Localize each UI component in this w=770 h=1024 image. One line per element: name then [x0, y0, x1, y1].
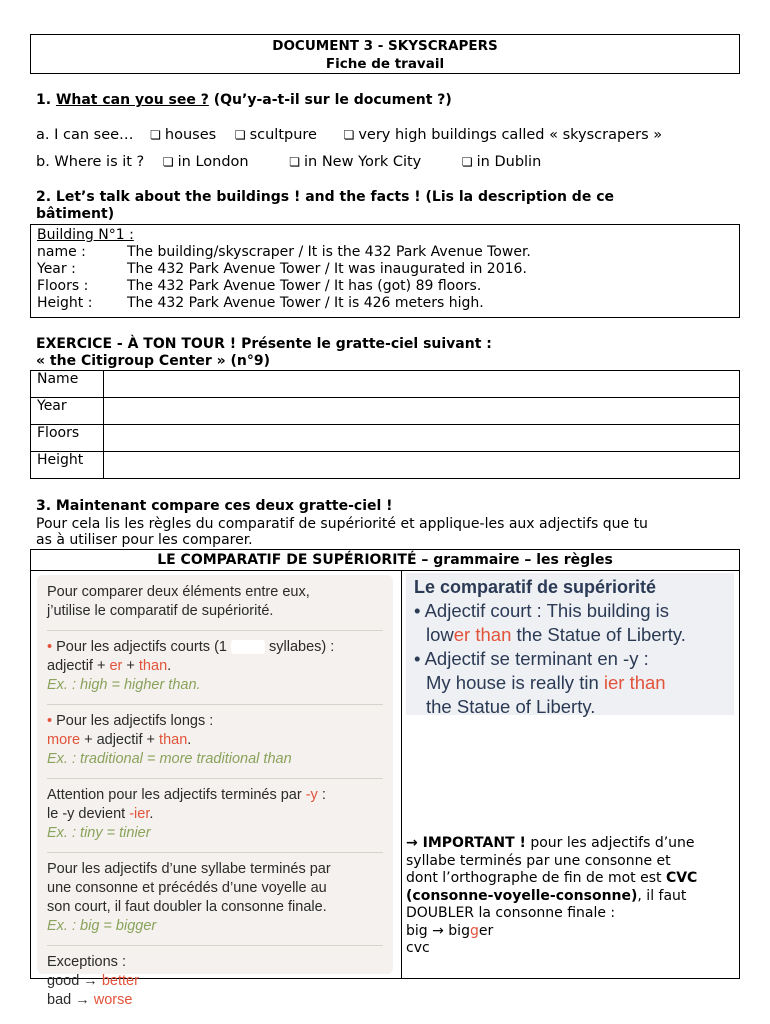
table-row: Year: [31, 398, 740, 425]
checkbox-icon[interactable]: ❏: [461, 155, 473, 169]
exceptions: Exceptions : good → better bad → worse: [47, 954, 139, 1008]
doc-title: DOCUMENT 3 - SKYSCRAPERS: [272, 38, 498, 54]
building-title: Building N°1 :: [37, 227, 134, 243]
intro: Pour comparer deux éléments entre eux, j’utilise le comparatif de supériorité.: [47, 584, 310, 619]
grammar-left-cell: [31, 571, 402, 1008]
checkbox-icon[interactable]: ❏: [234, 128, 246, 142]
q1-b-line: b. Where is it ? ❏ in London ❏ in New York City ❏ in Dublin: [36, 154, 542, 170]
option-new-york[interactable]: ❏ in New York City: [289, 154, 422, 170]
fact-row: name : The building/skyscraper / It is the 432 Park Avenue Tower.: [37, 244, 531, 260]
fact-row: Floors : The 432 Park Avenue Tower / It has (got) 89 floors.: [37, 278, 482, 294]
fact-row: Year : The 432 Park Avenue Tower / It was inaugurated in 2016.: [37, 261, 527, 277]
option-houses[interactable]: ❏ houses: [150, 127, 217, 143]
building-1-box: [30, 224, 740, 318]
option-skyscrapers[interactable]: ❏ very high buildings called « skyscrapers »: [343, 127, 663, 143]
long-adjectives-rule: • Pour les adjectifs longs : more + adjectif + than. Ex. : traditional = more traditional than: [47, 713, 292, 767]
cvc-rule: Pour les adjectifs d’une syllabe terminés par une consonne et précédés d’une voyelle au son court, il faut doubler la consonne finale. Ex. : big = bigger: [47, 861, 331, 934]
title-box: [30, 34, 740, 74]
answer-cell[interactable]: [104, 371, 740, 398]
exercise-table: [30, 370, 740, 479]
fact-row: Height : The 432 Park Avenue Tower / It is 426 meters high.: [37, 295, 484, 311]
y-ending-rule: Attention pour les adjectifs terminés par -y : le -y devient -ier. Ex. : tiny = tinier: [47, 787, 326, 841]
checkbox-icon[interactable]: ❏: [150, 128, 161, 142]
q1-a-line: a. I can see… ❏ houses ❏ scultpure ❏ very high buildings called « skyscrapers »: [36, 127, 663, 143]
grammar-table: [30, 549, 740, 1008]
grammar-header: LE COMPARATIF DE SUPÉRIORITÉ – grammaire – les règles: [31, 550, 739, 571]
rules-card: [37, 575, 393, 1008]
answer-cell[interactable]: [104, 452, 740, 479]
checkbox-icon[interactable]: ❏: [343, 128, 355, 142]
grammar-right-cell: [402, 571, 739, 978]
short-adjectives-rule: • Pour les adjectifs courts (1 syllabes) : adjectif + er + than. Ex. : high = higher than.: [47, 639, 335, 693]
q1-heading: 1. What can you see ? (Qu’y-a-t-il sur le document ?): [36, 92, 452, 108]
table-row: Height: [31, 452, 740, 479]
option-sculpture[interactable]: ❏ scultpure: [234, 127, 317, 143]
exercise-heading: EXERCICE - À TON TOUR ! Présente le gratte-ciel suivant : « the Citigroup Center » (n°9): [36, 336, 492, 369]
answer-cell[interactable]: [104, 398, 740, 425]
table-row: Name: [31, 371, 740, 398]
important-note: → IMPORTANT ! pour les adjectifs d’une syllabe terminés par une consonne et dont l’orthographe de fin de mot est CVC (consonne-voyelle-consonne), il faut DOUBLER la consonne finale : big → bigger cvc: [406, 835, 698, 956]
q2-heading: 2. Let’s talk about the buildings ! and the facts ! (Lis la description de ce bâtiment): [36, 189, 614, 222]
doc-subtitle: Fiche de travail: [325, 56, 445, 72]
q3-instructions: Pour cela lis les règles du comparatif de supériorité et applique-les aux adjectifs que tu as à utiliser pour les comparer.: [36, 516, 648, 548]
table-row: Floors: [31, 425, 740, 452]
q3-heading: 3. Maintenant compare ces deux gratte-ciel !: [36, 498, 393, 514]
option-dublin[interactable]: ❏ in Dublin: [461, 154, 542, 170]
answer-cell[interactable]: [104, 425, 740, 452]
option-london[interactable]: ❏ in London: [162, 154, 249, 170]
checkbox-icon[interactable]: ❏: [289, 155, 300, 169]
checkbox-icon[interactable]: ❏: [162, 155, 174, 169]
summary-card: Le comparatif de supériorité • Adjectif court : This building is lower than the Statue of Liberty. • Adjectif se terminant en -y : My house is really tin ier than the Statue of Liberty.: [406, 573, 734, 715]
